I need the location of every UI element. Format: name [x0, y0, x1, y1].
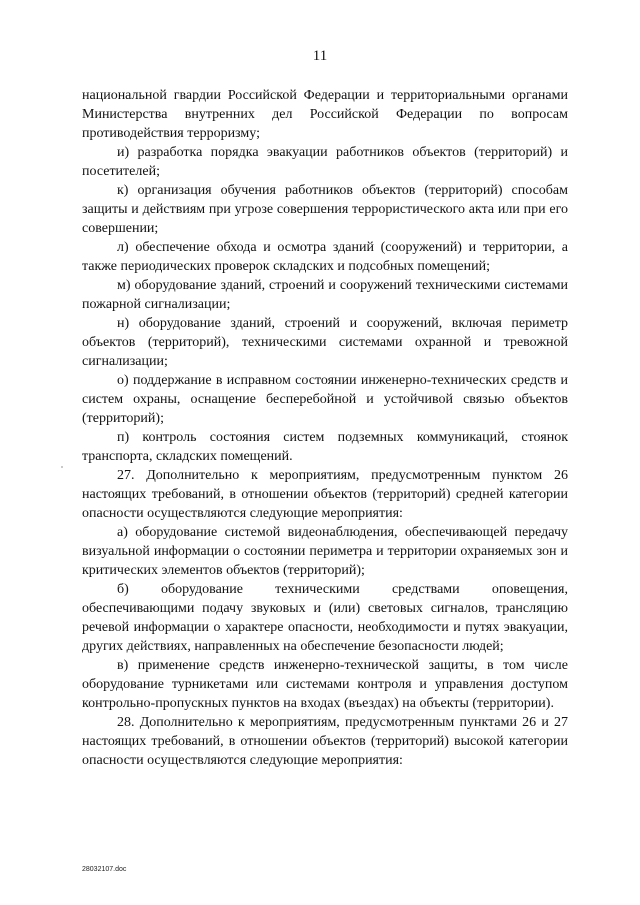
paragraph-clause-28: 28. Дополнительно к мероприятиям, предусмотренным пунктами 26 и 27 настоящих требований, в отношении объектов (территорий) высокой категории опасности осуществляются следующие мероприятия:	[82, 715, 568, 768]
scan-speck	[61, 466, 63, 468]
document-body	[82, 86, 568, 770]
paragraph-clause-27: 27. Дополнительно к мероприятиям, предусмотренным пунктом 26 настоящих требований, в отношении объектов (территорий) средней категории опасности осуществляются следующие мероприятия:	[82, 468, 568, 521]
paragraph-item-o: о) поддержание в исправном состоянии инженерно-технических средств и систем охраны, оснащение бесперебойной и устойчивой связью объектов (территорий);	[82, 373, 568, 426]
paragraph-item-p: п) контроль состояния систем подземных коммуникаций, стоянок транспорта, складских помещений.	[82, 430, 568, 464]
paragraph-item-a: а) оборудование системой видеонаблюдения, обеспечивающей передачу визуальной информации о состоянии периметра и территории охраняемых зон и критических элементов объектов (территорий);	[82, 525, 568, 578]
paragraph-item-m: м) оборудование зданий, строений и сооружений техническими системами пожарной сигнализации;	[82, 278, 568, 312]
file-name-footer: 28032107.doc	[82, 866, 127, 873]
paragraph-item-n: н) оборудование зданий, строений и сооружений, включая периметр объектов (территорий), техническими системами охранной и тревожной сигнализации;	[82, 316, 568, 369]
paragraph-continuation: национальной гвардии Российской Федерации и территориальными органами Министерства внутренних дел Российской Федерации по вопросам противодействия терроризму;	[82, 88, 568, 141]
paragraph-item-l: л) обеспечение обхода и осмотра зданий (сооружений) и территории, а также периодических проверок складских и подсобных помещений;	[82, 240, 568, 274]
paragraph-item-k: к) организация обучения работников объектов (территорий) способам защиты и действиям при угрозе совершения террористического акта или при его совершении;	[82, 183, 568, 236]
paragraph-item-b: б) оборудование техническими средствами оповещения, обеспечивающими подачу звуковых и (или) световых сигналов, трансляцию речевой информации о характере опасности, необходимости и путях эвакуации, других действиях, направленных на обеспечение безопасности людей;	[82, 582, 568, 654]
paragraph-item-v: в) применение средств инженерно-технической защиты, в том числе оборудование турникетами или системами контроля и управления доступом контрольно-пропускных пунктов на входах (въездах) на объекты (территории).	[82, 658, 568, 711]
page-number: 11	[312, 48, 328, 64]
paragraph-item-i: и) разработка порядка эвакуации работников объектов (территорий) и посетителей;	[82, 145, 568, 179]
